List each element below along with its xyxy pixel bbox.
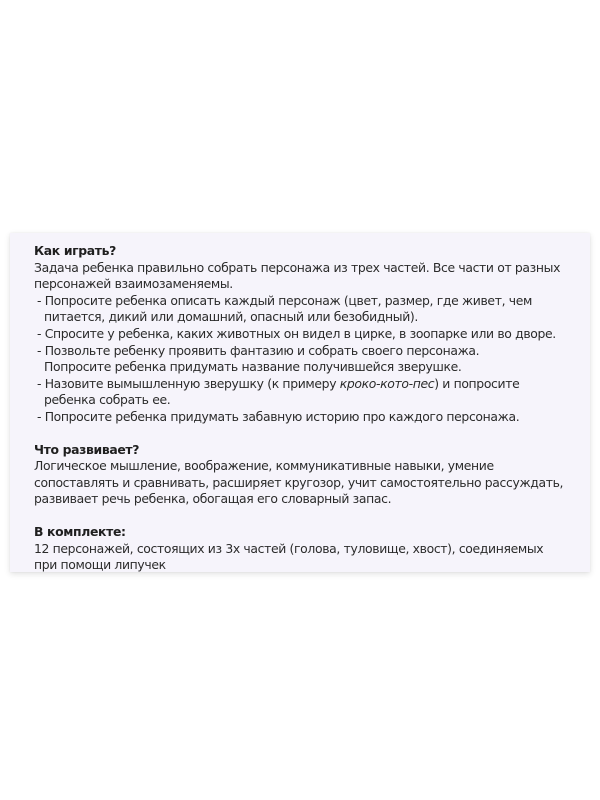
example-creature-name: кроко-кото-пес [339, 375, 435, 391]
bullet-text: - Назовите вымышленную зверушку (к примеру [37, 375, 340, 391]
how-to-play-bullet: - Попросите ребенка придумать забавную историю про каждого персонажа. [37, 408, 520, 424]
bullet-text: ) и попросите ребенка собрать ее. [44, 375, 520, 408]
contents-text: 12 персонажей, состоящих из 3х частей (голова, туловище, хвост), соединяемых при помощи липучек [34, 540, 544, 573]
develops-text: Логическое мышление, воображение, коммуникативные навыки, умение сопоставлять и сравнивать, расширяет кругозор, учит самостоятельно рассуждать, развивает речь ребенка, обогащая его словарный запас. [34, 458, 564, 507]
how-to-play-intro: Задача ребенка правильно собрать персонажа из трех частей. Все части от разных персонажей взаимозаменяемы. [34, 259, 561, 292]
how-to-play-bullet: - Попросите ребенка описать каждый персонаж (цвет, размер, где живет, чем питается, дикий или домашний, опасный или безобидный). [37, 292, 532, 325]
how-to-play-bullet: - Позвольте ребенку проявить фантазию и собрать своего персонажа. [37, 342, 480, 358]
instruction-card [10, 233, 590, 572]
contents-section [34, 524, 566, 574]
develops-heading: Что развивает? [34, 441, 140, 457]
how-to-play-bullet [34, 376, 566, 409]
develops-section [34, 442, 566, 508]
contents-heading: В комплекте: [34, 523, 126, 539]
how-to-play-bullet-continuation: Попросите ребенка придумать название получившейся зверушке. [44, 359, 462, 375]
how-to-play-heading: Как играть? [34, 243, 116, 258]
how-to-play-bullet: - Спросите у ребенка, каких животных он видел в цирке, в зоопарке или во дворе. [37, 325, 556, 341]
how-to-play-section [34, 243, 566, 426]
